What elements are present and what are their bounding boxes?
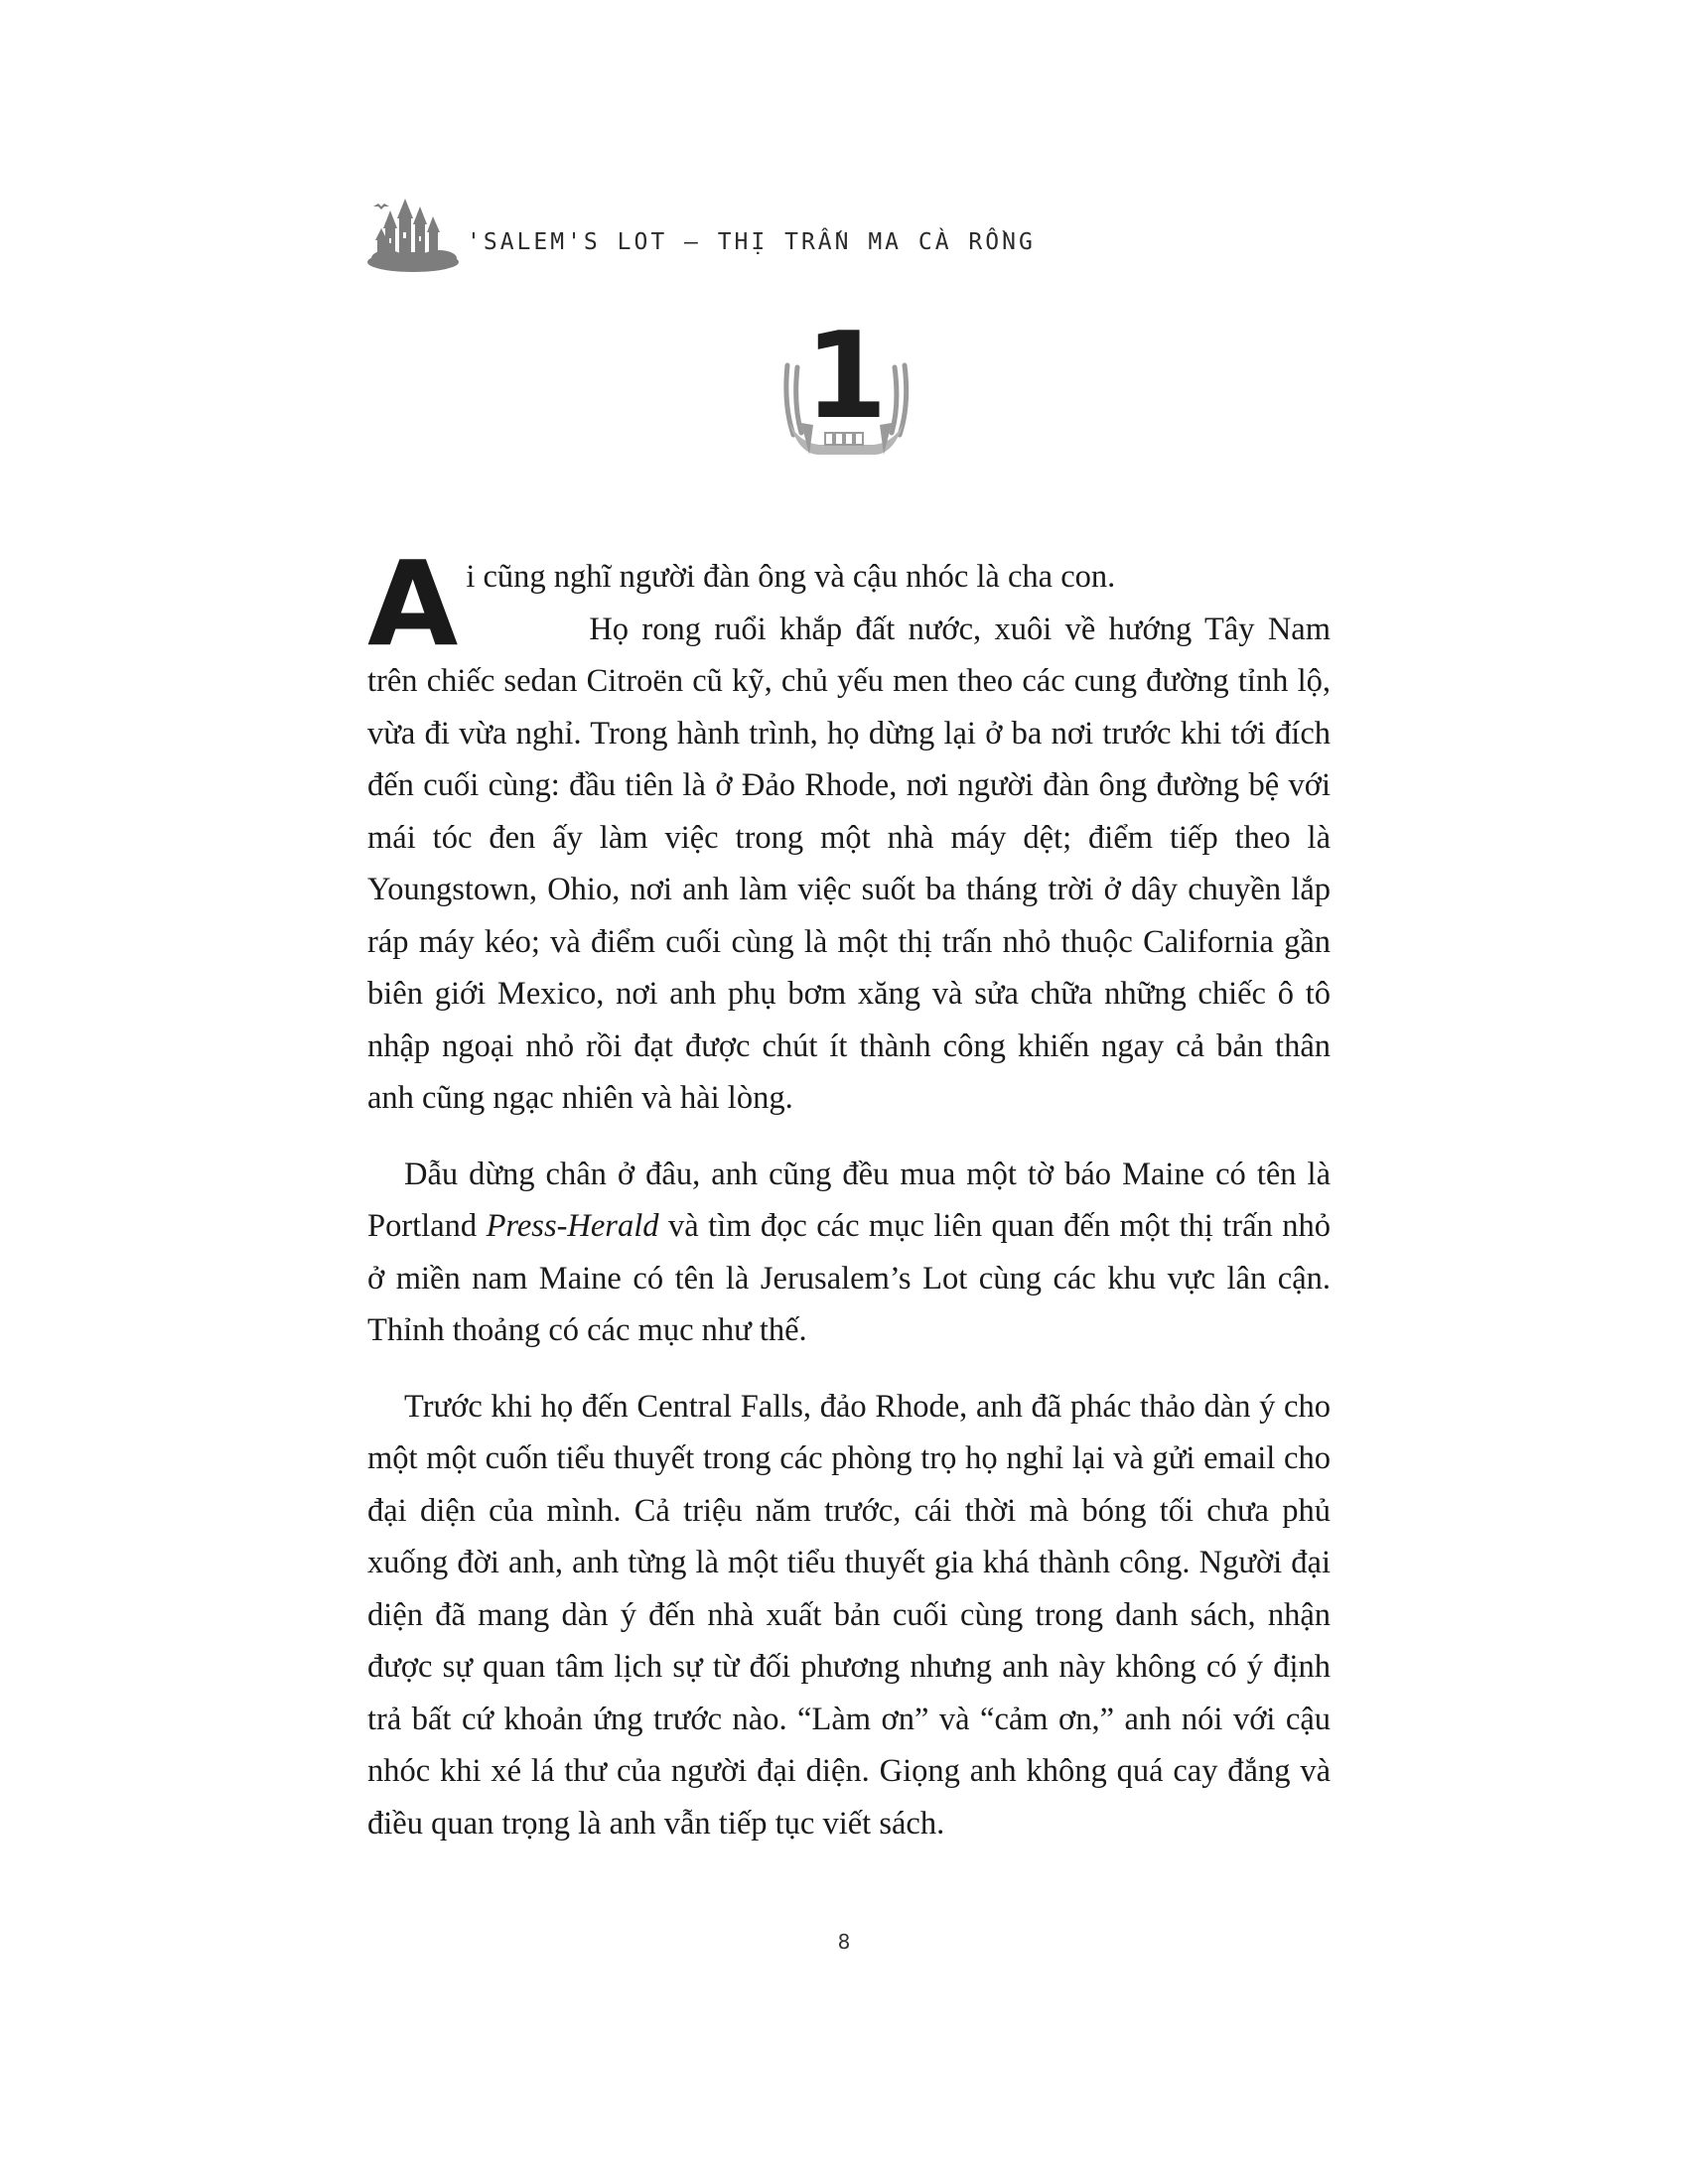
paragraph-3 xyxy=(367,1149,1331,1357)
paragraph-3-end: và tìm đọc các mục liên quan đến một thị trấn nhỏ ở miền nam Maine có tên là Jerusalem’s Lot cùng các khu vực lân cận. Thỉnh thoảng có các mục như thế. xyxy=(367,1208,1331,1348)
drop-cap: A xyxy=(367,535,459,672)
chapter-number: 1 xyxy=(804,308,888,446)
running-title: 'SALEM'S LOT – THỊ TRẤN MA CÀ RỒNG xyxy=(467,229,1036,255)
newspaper-title: Press-Herald xyxy=(486,1208,659,1244)
paragraph-4: Trước khi họ đến Central Falls, đảo Rhode, anh đã phác thảo dàn ý cho một một cuốn tiểu thuyết trong các phòng trọ họ nghỉ lại và gửi email cho đại diện của mình. Cả triệu năm trước, cái thời mà bóng tối chưa phủ xuống đời anh, anh từng là một tiểu thuyết gia khá thành công. Người đại diện đã mang dàn ý đến nhà xuất bản cuối cùng trong danh sách, nhận được sự quan tâm lịch sự từ đối phương nhưng anh này không có ý định trả bất cứ khoản ứng trước nào. “Làm ơn” và “cảm ơn,” anh nói với cậu nhóc khi xé lá thư của người đại diện. Giọng anh không quá cay đắng và điều quan trọng là anh vẫn tiếp tục viết sách. xyxy=(367,1388,1331,1842)
page-number: 8 xyxy=(837,1930,851,1954)
paragraph-2: Họ rong ruổi khắp đất nước, xuôi về hướng Tây Nam trên chiếc sedan Citroën cũ kỹ, chủ yếu men theo các cung đường tỉnh lộ, vừa đi vừa nghỉ. Trong hành trình, họ dừng lại ở ba nơi trước khi tới đích đến cuối cùng: đầu tiên là ở Đảo Rhode, nơi người đàn ông đường bệ với mái tóc đen ấy làm việc trong một nhà máy dệt; điểm tiếp theo là Youngstown, Ohio, nơi anh làm việc suốt ba tháng trời ở dây chuyền lắp ráp máy kéo; và điểm cuối cùng là một thị trấn nhỏ thuộc California gần biên giới Mexico, nơi anh phụ bơm xăng và sửa chữa những chiếc ô tô nhập ngoại nhỏ rồi đạt được chút ít thành công khiến ngay cả bản thân anh cũng ngạc nhiên và hài lòng. xyxy=(367,611,1331,1116)
paragraph-3-start: Dẫu dừng chân ở đâu, anh cũng đều mua một tờ báo Maine có tên là Portland xyxy=(367,1156,1331,1244)
chapter-number-ornament xyxy=(779,306,914,475)
running-header xyxy=(365,184,1036,283)
paragraph-opening xyxy=(367,535,1331,672)
castle-icon xyxy=(365,189,461,278)
chapter-body xyxy=(367,535,1331,1849)
paragraph-1-text: i cũng nghĩ người đàn ông và cậu nhóc là cha con. xyxy=(466,559,1116,595)
